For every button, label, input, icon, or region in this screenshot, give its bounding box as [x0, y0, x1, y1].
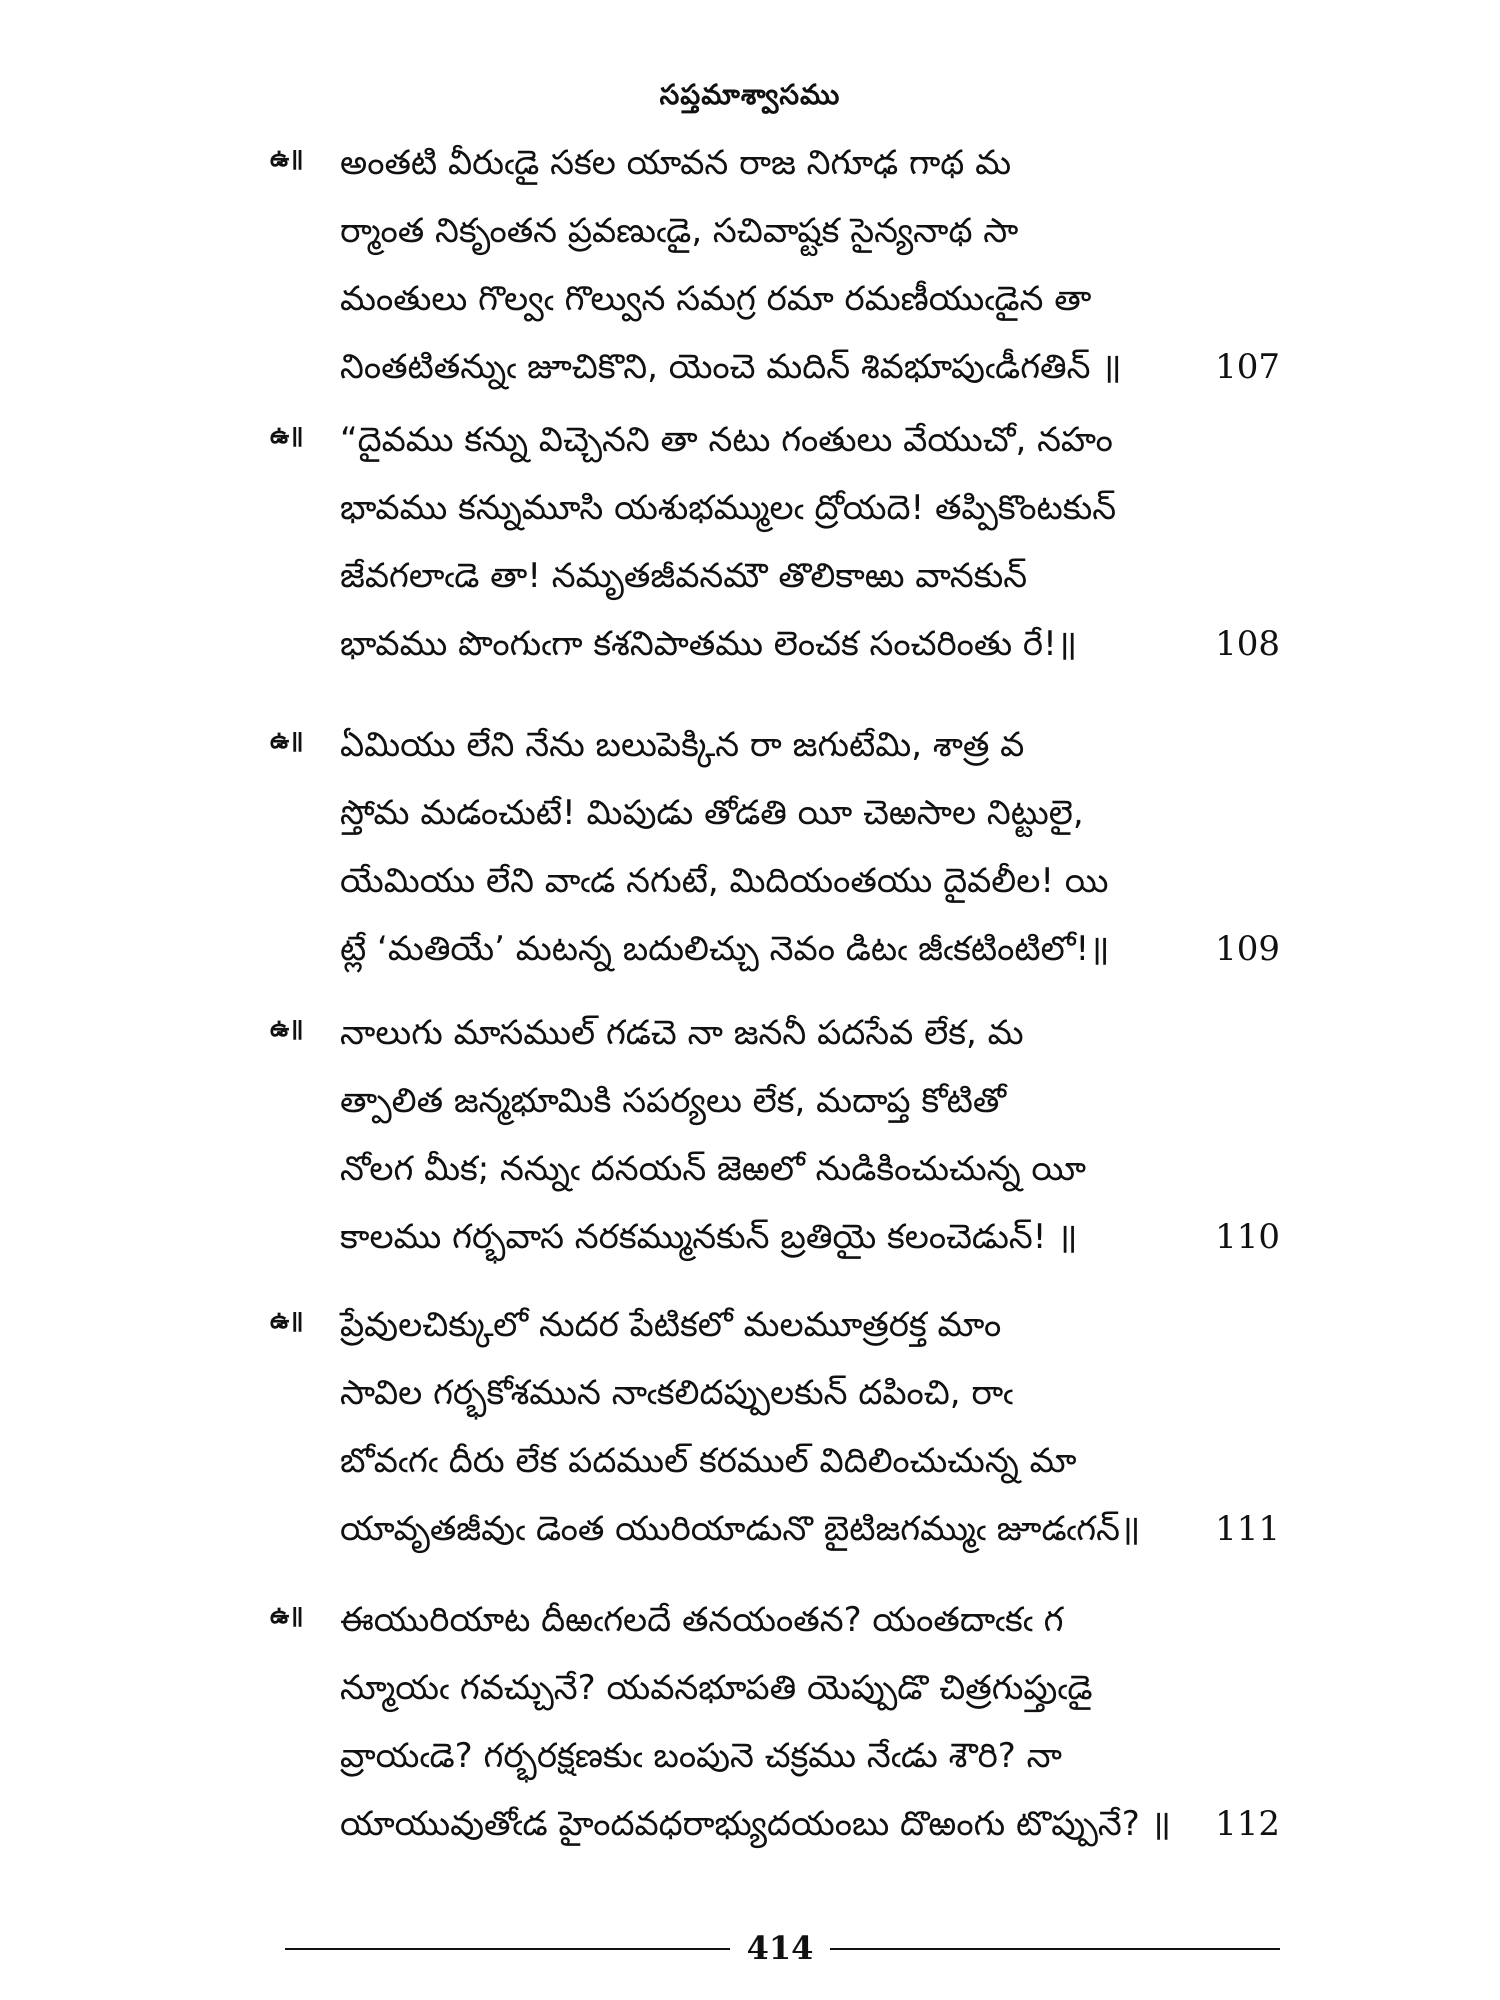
- verse-marker: ఉ॥: [270, 144, 304, 172]
- verse-line: మంతులు గొల్వఁ గొల్వున సమగ్ర రమా రమణీయుఁడైన తా: [340, 279, 1092, 319]
- verse-number: 108: [1215, 624, 1280, 664]
- verse-line: సావిల గర్భకోశమున నాఁకలిదప్పులకున్ దపించి, రాఁ: [340, 1373, 1014, 1413]
- verse-marker: ఉ॥: [270, 1014, 304, 1042]
- verse-line: ప్రేవులచిక్కులో నుదర పేటికలో మలమూత్రరక్త మాం: [340, 1305, 1002, 1345]
- verse-line: నోలగ మీక; నన్నుఁ దనయన్ జెఱలో నుడికించుచున్న యీ: [340, 1149, 1087, 1189]
- verse-marker: ఉ॥: [270, 726, 304, 754]
- verse-line: ట్లే ‘మతియే’ మటన్న బదులిచ్చు నెవం డిటఁ జీఁకటింటిలో!॥: [340, 929, 1110, 969]
- verse-line: భావము కన్నుమూసి యశుభమ్ములఁ ద్రోయదె! తప్పికొంటకున్: [340, 488, 1117, 528]
- verse-line: ఏమియు లేని నేను బలుపెక్కిన రా జగుటేమి, శాత్ర వ: [340, 725, 1025, 765]
- verse-line: ఈయురియాట దీఱఁగలదే తనయంతన? యంతదాఁకఁ గ: [340, 1600, 1064, 1640]
- verse-number: 109: [1215, 929, 1280, 969]
- verse-line: బోవఁగఁ దీరు లేక పదముల్ కరముల్ విదిలించుచున్న మా: [340, 1441, 1077, 1481]
- verse-last-line: [340, 342, 1280, 410]
- verse-last-line: [340, 1212, 1280, 1280]
- verse-last-line: [340, 619, 1280, 687]
- verse-line: ర్మాంత నికృంతన ప్రవణుఁడై, సచివాష్టక సైన్యనాథ సా: [340, 211, 1019, 251]
- verse-number: 112: [1215, 1804, 1280, 1844]
- verse-number: 110: [1215, 1217, 1280, 1257]
- footer-rule-right: [830, 1948, 1280, 1950]
- verse-last-line: [340, 1504, 1280, 1572]
- page-number: 414: [746, 1929, 814, 1967]
- verse-marker: ఉ॥: [270, 1601, 304, 1629]
- footer-rule-left: [285, 1948, 730, 1950]
- verse-line: నాలుగు మాసముల్ గడచె నా జననీ పదసేవ లేక, మ: [340, 1013, 1024, 1053]
- verse-line: జేవగలాఁడె తా! నమృతజీవనమౌ తొలికాఱు వానకున్: [340, 556, 1028, 596]
- verse-line: యేమియు లేని వాఁడ నగుటే, మిదియంతయు దైవలీల! యి: [340, 861, 1109, 901]
- verse-line: యాయువుతోఁడ హైందవధరాభ్యుదయంబు దొఱంగు టొప్పునే? ॥: [340, 1804, 1171, 1844]
- verse-line: న్మూయఁ గవచ్చునే? యవనభూపతి యెప్పుడొ చిత్రగుప్తుఁడై: [340, 1668, 1093, 1708]
- verse-line: త్పాలిత జన్మభూమికి సపర్యలు లేక, మదాప్త కోటితో: [340, 1081, 1007, 1121]
- verse-line: అంతటి వీరుఁడై సకల యావన రాజ నిగూఢ గాథ మ: [340, 143, 1012, 183]
- verse-line: వ్రాయఁడె? గర్భరక్షణకుఁ బంపునె చక్రము నేఁడు శౌరి? నా: [340, 1736, 1062, 1776]
- verse-marker: ఉ॥: [270, 1306, 304, 1334]
- verse-line: కాలము గర్భవాస నరకమ్మునకున్ బ్రతియై కలంచెడున్! ॥: [340, 1217, 1078, 1257]
- verse-number: 107: [1215, 347, 1280, 387]
- verse-last-line: [340, 1799, 1280, 1867]
- verse-last-line: [340, 924, 1280, 992]
- verse-marker: ఉ॥: [270, 421, 304, 449]
- verse-line: “దైవము కన్ను విచ్చెనని తా నటు గంతులు వేయుచో, నహం: [340, 420, 1113, 460]
- page-footer: [285, 1926, 1280, 1970]
- verse-line: భావము పొంగుఁగా కశనిపాతము లెంచక సంచరింతు రే!॥: [340, 624, 1078, 664]
- verse-number: 111: [1215, 1509, 1280, 1549]
- chapter-header: సప్తమాశ్వాసము: [659, 78, 841, 111]
- verse-line: యావృతజీవుఁ డెంత యురియాడునొ బైటిజగమ్ముఁ జూడఁగన్॥: [340, 1509, 1141, 1549]
- verse-line: స్తోమ మడంచుటే! మిపుడు తోడతి యీ చెఱసాల నిట్టులై,: [340, 793, 1084, 833]
- verse-line: నింతటితన్నుఁ జూచికొని, యెంచె మదిన్ శివభూపుఁడీగతిన్ ॥: [340, 347, 1122, 387]
